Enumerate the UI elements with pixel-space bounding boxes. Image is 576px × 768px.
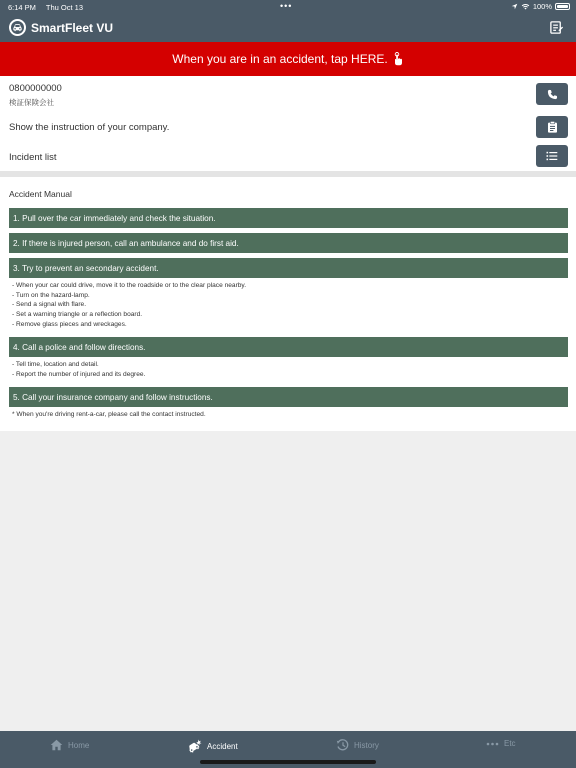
call-button[interactable] <box>536 83 568 105</box>
manual-step: 5. Call your insurance company and follow instructions. <box>9 387 568 407</box>
manual-step: 2. If there is injured person, call an ambulance and do first aid. <box>9 233 568 253</box>
tab-home[interactable] <box>50 739 89 751</box>
status-bar <box>0 0 576 14</box>
home-icon <box>50 739 63 751</box>
accident-icon <box>187 739 202 753</box>
incident-list-label[interactable]: Incident list <box>9 152 57 163</box>
status-time: 6:14 PM <box>8 3 36 12</box>
accident-banner-text: When you are in an accident, tap HERE. <box>172 52 388 66</box>
phone-icon <box>547 89 558 100</box>
tab-history-label: History <box>354 740 379 750</box>
step-notes <box>12 281 246 330</box>
manual-step: 4. Call a police and follow directions. <box>9 337 568 357</box>
step-note: - Remove glass pieces and wreckages. <box>12 320 127 328</box>
home-indicator[interactable] <box>200 760 376 764</box>
insurance-phone: 0800000000 <box>9 83 62 94</box>
car-logo-icon <box>9 19 26 36</box>
incident-list-button[interactable] <box>536 145 568 167</box>
history-icon <box>336 739 349 751</box>
accident-banner[interactable] <box>0 42 576 76</box>
step-note: - Tell time, location and detail. <box>12 361 99 368</box>
step-note: * When you're driving rent-a-car, please call the contact instructed. <box>12 411 206 418</box>
tab-home-label: Home <box>68 740 90 750</box>
tab-accident-label: Accident <box>207 741 238 751</box>
manual-title: Accident Manual <box>9 189 72 199</box>
accident-manual <box>0 177 576 431</box>
wifi-icon <box>521 3 530 10</box>
contact-panel <box>0 76 576 171</box>
tab-etc[interactable] <box>486 739 516 748</box>
manual-step: 3. Try to prevent an secondary accident. <box>9 258 568 278</box>
clipboard-icon <box>547 121 558 133</box>
step-notes <box>12 410 206 420</box>
tab-accident[interactable] <box>187 739 238 753</box>
tab-history[interactable] <box>336 739 379 751</box>
multitasking-dots[interactable]: ••• <box>280 1 293 11</box>
list-icon <box>546 151 558 161</box>
step-note: - Send a signal with flare. <box>12 301 87 309</box>
step-note: - Turn on the hazard-lamp. <box>12 291 90 299</box>
location-icon <box>511 3 518 10</box>
status-right <box>511 2 570 11</box>
status-date: Thu Oct 13 <box>45 3 83 12</box>
more-icon <box>486 742 499 746</box>
app-title: SmartFleet VU <box>31 21 114 35</box>
battery-icon <box>555 3 570 10</box>
step-notes <box>12 360 145 379</box>
tap-hand-icon <box>392 52 404 66</box>
tab-etc-label: Etc <box>504 739 516 748</box>
instruction-button[interactable] <box>536 116 568 138</box>
step-note: - When your car could drive, move it to the roadside or to the clear place nearby. <box>12 282 247 289</box>
instruction-link-text[interactable]: Show the instruction of your company. <box>9 122 170 133</box>
manual-step: 1. Pull over the car immediately and check the situation. <box>9 208 568 228</box>
insurance-company: 検証保険会社 <box>9 98 54 107</box>
status-left <box>8 3 91 12</box>
nav-bar <box>0 14 576 42</box>
battery-percent: 100% <box>532 2 552 11</box>
notes-icon[interactable] <box>549 20 564 40</box>
step-note: - Report the number of injured and its degree. <box>12 370 146 378</box>
step-note: - Set a warning triangle or a reflection board. <box>12 311 143 319</box>
